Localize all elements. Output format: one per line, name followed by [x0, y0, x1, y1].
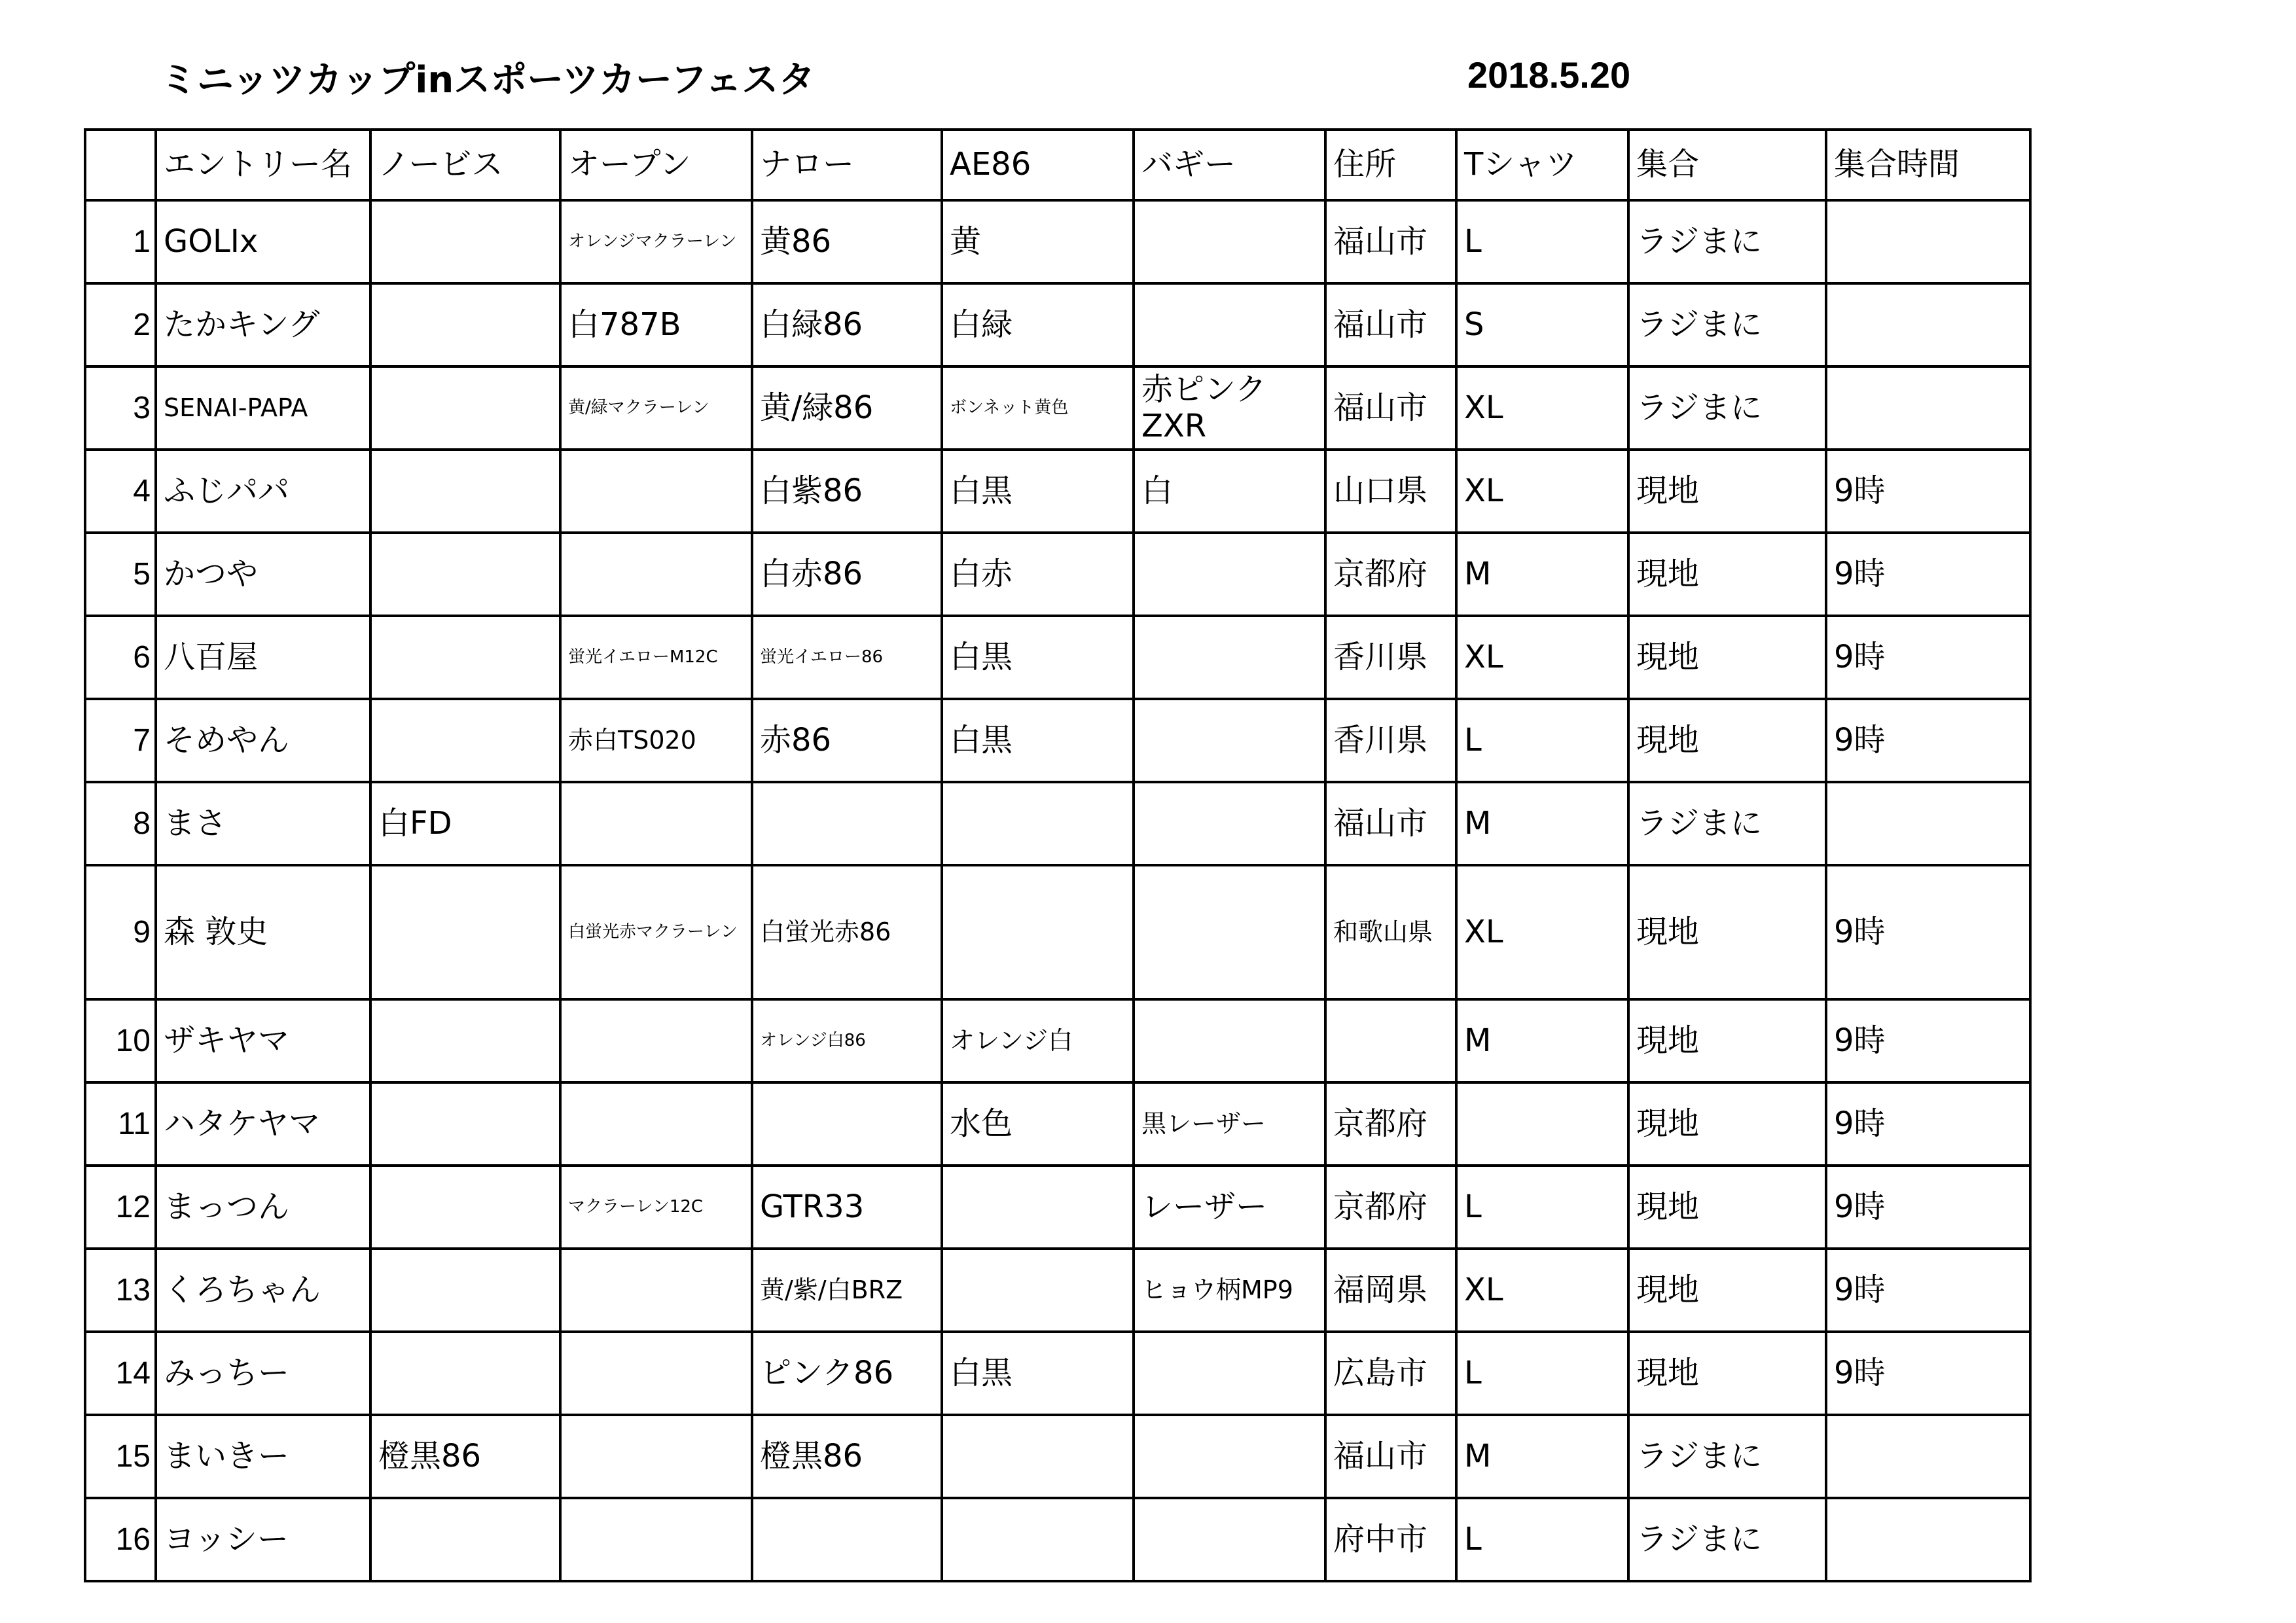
cell-novice [370, 1082, 560, 1166]
cell-address: 京都府 [1325, 533, 1456, 616]
cell-ae86: 白赤 [942, 533, 1134, 616]
cell-buggy: ヒョウ柄MP9 [1134, 1249, 1325, 1332]
cell-novice: 白FD [370, 782, 560, 865]
cell-no: 3 [85, 366, 156, 450]
cell-no: 9 [85, 865, 156, 999]
cell-meet: 現地 [1628, 699, 1826, 782]
cell-open [560, 1415, 752, 1498]
table-row [85, 865, 2030, 999]
cell-ae86 [942, 1249, 1134, 1332]
cell-entry-name: 八百屋 [156, 616, 370, 699]
cell-narrow: オレンジ白86 [752, 999, 942, 1082]
table-row [85, 1249, 2030, 1332]
cell-narrow: 蛍光イエロー86 [752, 616, 942, 699]
cell-meet-time [1826, 366, 2030, 450]
header-meet: 集合 [1628, 130, 1826, 200]
cell-ae86 [942, 865, 1134, 999]
cell-buggy [1134, 283, 1325, 366]
cell-address: 福山市 [1325, 782, 1456, 865]
table-row [85, 1166, 2030, 1249]
cell-no: 13 [85, 1249, 156, 1332]
cell-meet: ラジまに [1628, 283, 1826, 366]
cell-narrow [752, 1498, 942, 1581]
cell-narrow: 白緑86 [752, 283, 942, 366]
cell-no: 2 [85, 283, 156, 366]
cell-address: 山口県 [1325, 450, 1456, 533]
table-row [85, 1415, 2030, 1498]
entry-table [84, 128, 2032, 1582]
cell-entry-name: ふじパパ [156, 450, 370, 533]
cell-ae86: 水色 [942, 1082, 1134, 1166]
cell-ae86 [942, 1415, 1134, 1498]
cell-ae86: 白黒 [942, 699, 1134, 782]
cell-meet: 現地 [1628, 616, 1826, 699]
cell-entry-name: まっつん [156, 1166, 370, 1249]
cell-novice [370, 533, 560, 616]
cell-meet-time [1826, 283, 2030, 366]
cell-narrow: GTR33 [752, 1166, 942, 1249]
cell-meet: 現地 [1628, 533, 1826, 616]
cell-entry-name: ハタケヤマ [156, 1082, 370, 1166]
cell-no: 1 [85, 200, 156, 283]
cell-buggy [1134, 533, 1325, 616]
table-row [85, 616, 2030, 699]
cell-narrow [752, 1082, 942, 1166]
header-buggy: バギー [1134, 130, 1325, 200]
cell-tshirt: XL [1456, 865, 1628, 999]
cell-meet-time: 9時 [1826, 865, 2030, 999]
cell-meet: 現地 [1628, 1332, 1826, 1415]
cell-tshirt: XL [1456, 366, 1628, 450]
cell-open: 赤白TS020 [560, 699, 752, 782]
cell-open: 白蛍光赤マクラーレン [560, 865, 752, 999]
cell-meet: ラジまに [1628, 1498, 1826, 1581]
cell-narrow: 黄/緑86 [752, 366, 942, 450]
cell-narrow: 橙黒86 [752, 1415, 942, 1498]
cell-meet-time: 9時 [1826, 1082, 2030, 1166]
cell-meet: 現地 [1628, 1166, 1826, 1249]
cell-buggy: 赤ピンク ZXR [1134, 366, 1325, 450]
header-tshirt: Tシャツ [1456, 130, 1628, 200]
cell-novice [370, 1332, 560, 1415]
header-narrow: ナロー [752, 130, 942, 200]
cell-entry-name: SENAI-PAPA [156, 366, 370, 450]
cell-buggy [1134, 699, 1325, 782]
cell-buggy [1134, 782, 1325, 865]
cell-meet-time: 9時 [1826, 616, 2030, 699]
cell-narrow [752, 782, 942, 865]
header-entry-name: エントリー名 [156, 130, 370, 200]
cell-novice [370, 450, 560, 533]
cell-tshirt: M [1456, 1415, 1628, 1498]
cell-ae86: 白緑 [942, 283, 1134, 366]
cell-ae86: 黄 [942, 200, 1134, 283]
cell-entry-name: くろちゃん [156, 1249, 370, 1332]
cell-open: 黄/緑マクラーレン [560, 366, 752, 450]
table-row [85, 782, 2030, 865]
cell-address: 香川県 [1325, 616, 1456, 699]
cell-novice [370, 699, 560, 782]
cell-no: 14 [85, 1332, 156, 1415]
cell-buggy [1134, 1498, 1325, 1581]
cell-no: 7 [85, 699, 156, 782]
cell-ae86 [942, 1166, 1134, 1249]
table-row [85, 366, 2030, 450]
cell-narrow: ピンク86 [752, 1332, 942, 1415]
cell-open: マクラーレン12C [560, 1166, 752, 1249]
cell-address: 福岡県 [1325, 1249, 1456, 1332]
cell-novice [370, 616, 560, 699]
cell-ae86: 白黒 [942, 616, 1134, 699]
cell-meet-time: 9時 [1826, 533, 2030, 616]
cell-ae86: 白黒 [942, 450, 1134, 533]
page-title: ミニッツカップinスポーツカーフェスタ [160, 59, 816, 101]
cell-meet: ラジまに [1628, 200, 1826, 283]
cell-no: 16 [85, 1498, 156, 1581]
cell-novice [370, 200, 560, 283]
cell-tshirt: XL [1456, 1249, 1628, 1332]
cell-address [1325, 999, 1456, 1082]
cell-open: 蛍光イエローM12C [560, 616, 752, 699]
cell-no: 12 [85, 1166, 156, 1249]
header-address: 住所 [1325, 130, 1456, 200]
table-row [85, 1332, 2030, 1415]
cell-meet-time [1826, 1415, 2030, 1498]
cell-narrow: 赤86 [752, 699, 942, 782]
cell-meet: 現地 [1628, 999, 1826, 1082]
cell-novice [370, 366, 560, 450]
cell-ae86: ボンネット黄色 [942, 366, 1134, 450]
cell-tshirt: M [1456, 999, 1628, 1082]
cell-address: 福山市 [1325, 283, 1456, 366]
cell-no: 5 [85, 533, 156, 616]
cell-buggy: 白 [1134, 450, 1325, 533]
header-novice: ノービス [370, 130, 560, 200]
cell-entry-name: まいきー [156, 1415, 370, 1498]
cell-entry-name: みっちー [156, 1332, 370, 1415]
cell-meet: 現地 [1628, 450, 1826, 533]
cell-address: 福山市 [1325, 200, 1456, 283]
cell-meet-time: 9時 [1826, 999, 2030, 1082]
cell-buggy [1134, 616, 1325, 699]
cell-tshirt: L [1456, 1498, 1628, 1581]
cell-open [560, 1498, 752, 1581]
cell-meet-time: 9時 [1826, 1166, 2030, 1249]
cell-tshirt: L [1456, 1332, 1628, 1415]
cell-meet: ラジまに [1628, 366, 1826, 450]
cell-narrow: 白紫86 [752, 450, 942, 533]
cell-meet-time: 9時 [1826, 1249, 2030, 1332]
cell-novice [370, 865, 560, 999]
cell-open [560, 782, 752, 865]
event-date: 2018.5.20 [1467, 54, 1631, 96]
cell-meet: 現地 [1628, 1249, 1826, 1332]
cell-novice [370, 999, 560, 1082]
cell-narrow: 黄86 [752, 200, 942, 283]
cell-open [560, 1249, 752, 1332]
cell-buggy [1134, 865, 1325, 999]
cell-meet: 現地 [1628, 865, 1826, 999]
cell-meet-time [1826, 200, 2030, 283]
cell-no: 8 [85, 782, 156, 865]
cell-meet-time: 9時 [1826, 1332, 2030, 1415]
cell-open [560, 450, 752, 533]
cell-open [560, 533, 752, 616]
header-meet-time: 集合時間 [1826, 130, 2030, 200]
cell-entry-name: まさ [156, 782, 370, 865]
cell-novice [370, 1249, 560, 1332]
cell-tshirt: M [1456, 533, 1628, 616]
cell-address: 香川県 [1325, 699, 1456, 782]
cell-entry-name: そめやん [156, 699, 370, 782]
cell-no: 4 [85, 450, 156, 533]
cell-ae86 [942, 1498, 1134, 1581]
cell-address: 福山市 [1325, 366, 1456, 450]
table-row [85, 999, 2030, 1082]
table-row [85, 1498, 2030, 1581]
cell-buggy: レーザー [1134, 1166, 1325, 1249]
cell-entry-name: 森 敦史 [156, 865, 370, 999]
cell-novice [370, 283, 560, 366]
cell-address: 広島市 [1325, 1332, 1456, 1415]
cell-entry-name: ヨッシー [156, 1498, 370, 1581]
cell-narrow: 白蛍光赤86 [752, 865, 942, 999]
cell-address: 京都府 [1325, 1166, 1456, 1249]
cell-meet-time [1826, 1498, 2030, 1581]
cell-no: 11 [85, 1082, 156, 1166]
cell-open [560, 999, 752, 1082]
cell-meet-time: 9時 [1826, 699, 2030, 782]
table-row [85, 200, 2030, 283]
cell-entry-name: GOLIx [156, 200, 370, 283]
cell-address: 京都府 [1325, 1082, 1456, 1166]
cell-buggy: 黒レーザー [1134, 1082, 1325, 1166]
cell-no: 10 [85, 999, 156, 1082]
cell-ae86: 白黒 [942, 1332, 1134, 1415]
cell-tshirt: L [1456, 699, 1628, 782]
table-row [85, 1082, 2030, 1166]
cell-tshirt: L [1456, 1166, 1628, 1249]
cell-tshirt: M [1456, 782, 1628, 865]
cell-novice [370, 1498, 560, 1581]
cell-meet: 現地 [1628, 1082, 1826, 1166]
cell-buggy [1134, 1332, 1325, 1415]
cell-tshirt [1456, 1082, 1628, 1166]
cell-open [560, 1082, 752, 1166]
cell-meet: ラジまに [1628, 1415, 1826, 1498]
cell-buggy [1134, 999, 1325, 1082]
header-ae86: AE86 [942, 130, 1134, 200]
cell-open [560, 1332, 752, 1415]
table-row [85, 699, 2030, 782]
cell-address: 和歌山県 [1325, 865, 1456, 999]
cell-meet-time [1826, 782, 2030, 865]
cell-novice: 橙黒86 [370, 1415, 560, 1498]
cell-buggy [1134, 1415, 1325, 1498]
cell-address: 福山市 [1325, 1415, 1456, 1498]
cell-open: オレンジマクラーレン [560, 200, 752, 283]
header-open: オープン [560, 130, 752, 200]
cell-narrow: 黄/紫/白BRZ [752, 1249, 942, 1332]
cell-entry-name: たかキング [156, 283, 370, 366]
cell-tshirt: XL [1456, 450, 1628, 533]
header-no [85, 130, 156, 200]
cell-buggy [1134, 200, 1325, 283]
cell-tshirt: L [1456, 200, 1628, 283]
table-row [85, 283, 2030, 366]
cell-ae86 [942, 782, 1134, 865]
cell-no: 15 [85, 1415, 156, 1498]
cell-entry-name: かつや [156, 533, 370, 616]
cell-narrow: 白赤86 [752, 533, 942, 616]
table-row [85, 450, 2030, 533]
cell-ae86: オレンジ白 [942, 999, 1134, 1082]
cell-entry-name: ザキヤマ [156, 999, 370, 1082]
header-row [85, 130, 2030, 200]
cell-meet-time: 9時 [1826, 450, 2030, 533]
cell-open: 白787B [560, 283, 752, 366]
table-row [85, 533, 2030, 616]
cell-tshirt: XL [1456, 616, 1628, 699]
cell-novice [370, 1166, 560, 1249]
cell-meet: ラジまに [1628, 782, 1826, 865]
cell-address: 府中市 [1325, 1498, 1456, 1581]
cell-tshirt: S [1456, 283, 1628, 366]
cell-no: 6 [85, 616, 156, 699]
